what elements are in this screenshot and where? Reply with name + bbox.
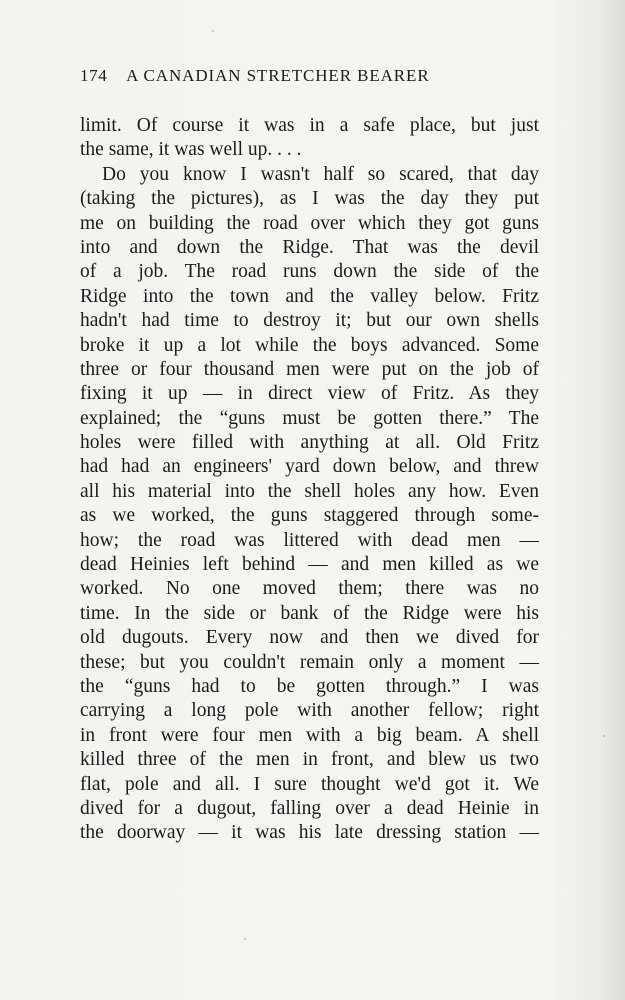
text-line: the “guns had to be gotten through.” I was xyxy=(80,675,539,697)
text-line: in front were four men with a big beam. A shell xyxy=(80,724,539,746)
text-line: these; but you couldn't remain only a moment — xyxy=(80,651,539,673)
text-line: flat, pole and all. I sure thought we'd got it. We xyxy=(80,773,539,795)
text-line: all his material into the shell holes any how. Even xyxy=(80,480,539,502)
text-line: Ridge into the town and the valley below. Fritz xyxy=(80,285,539,307)
text-line: into and down the Ridge. That was the devil xyxy=(80,236,539,258)
text-line: Do you know I wasn't half so scared, that day xyxy=(102,163,539,185)
text-line: broke it up a lot while the boys advanced. Some xyxy=(80,334,539,356)
text-line: dead Heinies left behind — and men killed as we xyxy=(80,554,539,576)
text-line: of a job. The road runs down the side of the xyxy=(80,261,539,283)
text-line: worked. No one moved them; there was no xyxy=(80,578,539,600)
body-text xyxy=(80,114,539,846)
text-line: killed three of the men in front, and blew us two xyxy=(80,749,539,771)
text-line: limit. Of course it was in a safe place, but just xyxy=(80,115,539,136)
text-line: explained; the “guns must be gotten there.” The xyxy=(80,407,539,429)
page-number: 174 xyxy=(80,66,108,85)
text-line: three or four thousand men were put on the job of xyxy=(80,358,539,380)
text-line: (taking the pictures), as I was the day they put xyxy=(80,188,539,210)
running-header xyxy=(80,66,550,90)
text-line: hadn't had time to destroy it; but our own shells xyxy=(80,310,539,332)
paper-speck xyxy=(212,30,214,32)
paper-speck xyxy=(244,938,246,940)
text-line: as we worked, the guns staggered through some- xyxy=(80,505,539,527)
paper-speck xyxy=(603,735,605,737)
text-line: had had an engineers' yard down below, and threw xyxy=(80,456,539,478)
text-line: old dugouts. Every now and then we dived for xyxy=(80,627,539,649)
text-line: the same, it was well up. . . . xyxy=(80,139,302,161)
text-line: time. In the side or bank of the Ridge were his xyxy=(80,602,539,624)
text-line: the doorway — it was his late dressing station — xyxy=(80,822,539,844)
text-line: holes were filled with anything at all. Old Fritz xyxy=(80,432,539,454)
running-title: A CANADIAN STRETCHER BEARER xyxy=(126,66,430,85)
text-line: dived for a dugout, falling over a dead Heinie in xyxy=(80,797,539,819)
text-line: how; the road was littered with dead men — xyxy=(80,529,539,551)
text-line: fixing it up — in direct view of Fritz. As they xyxy=(80,383,539,405)
text-line: carrying a long pole with another fellow; right xyxy=(80,700,539,722)
text-line: me on building the road over which they got guns xyxy=(80,212,539,234)
